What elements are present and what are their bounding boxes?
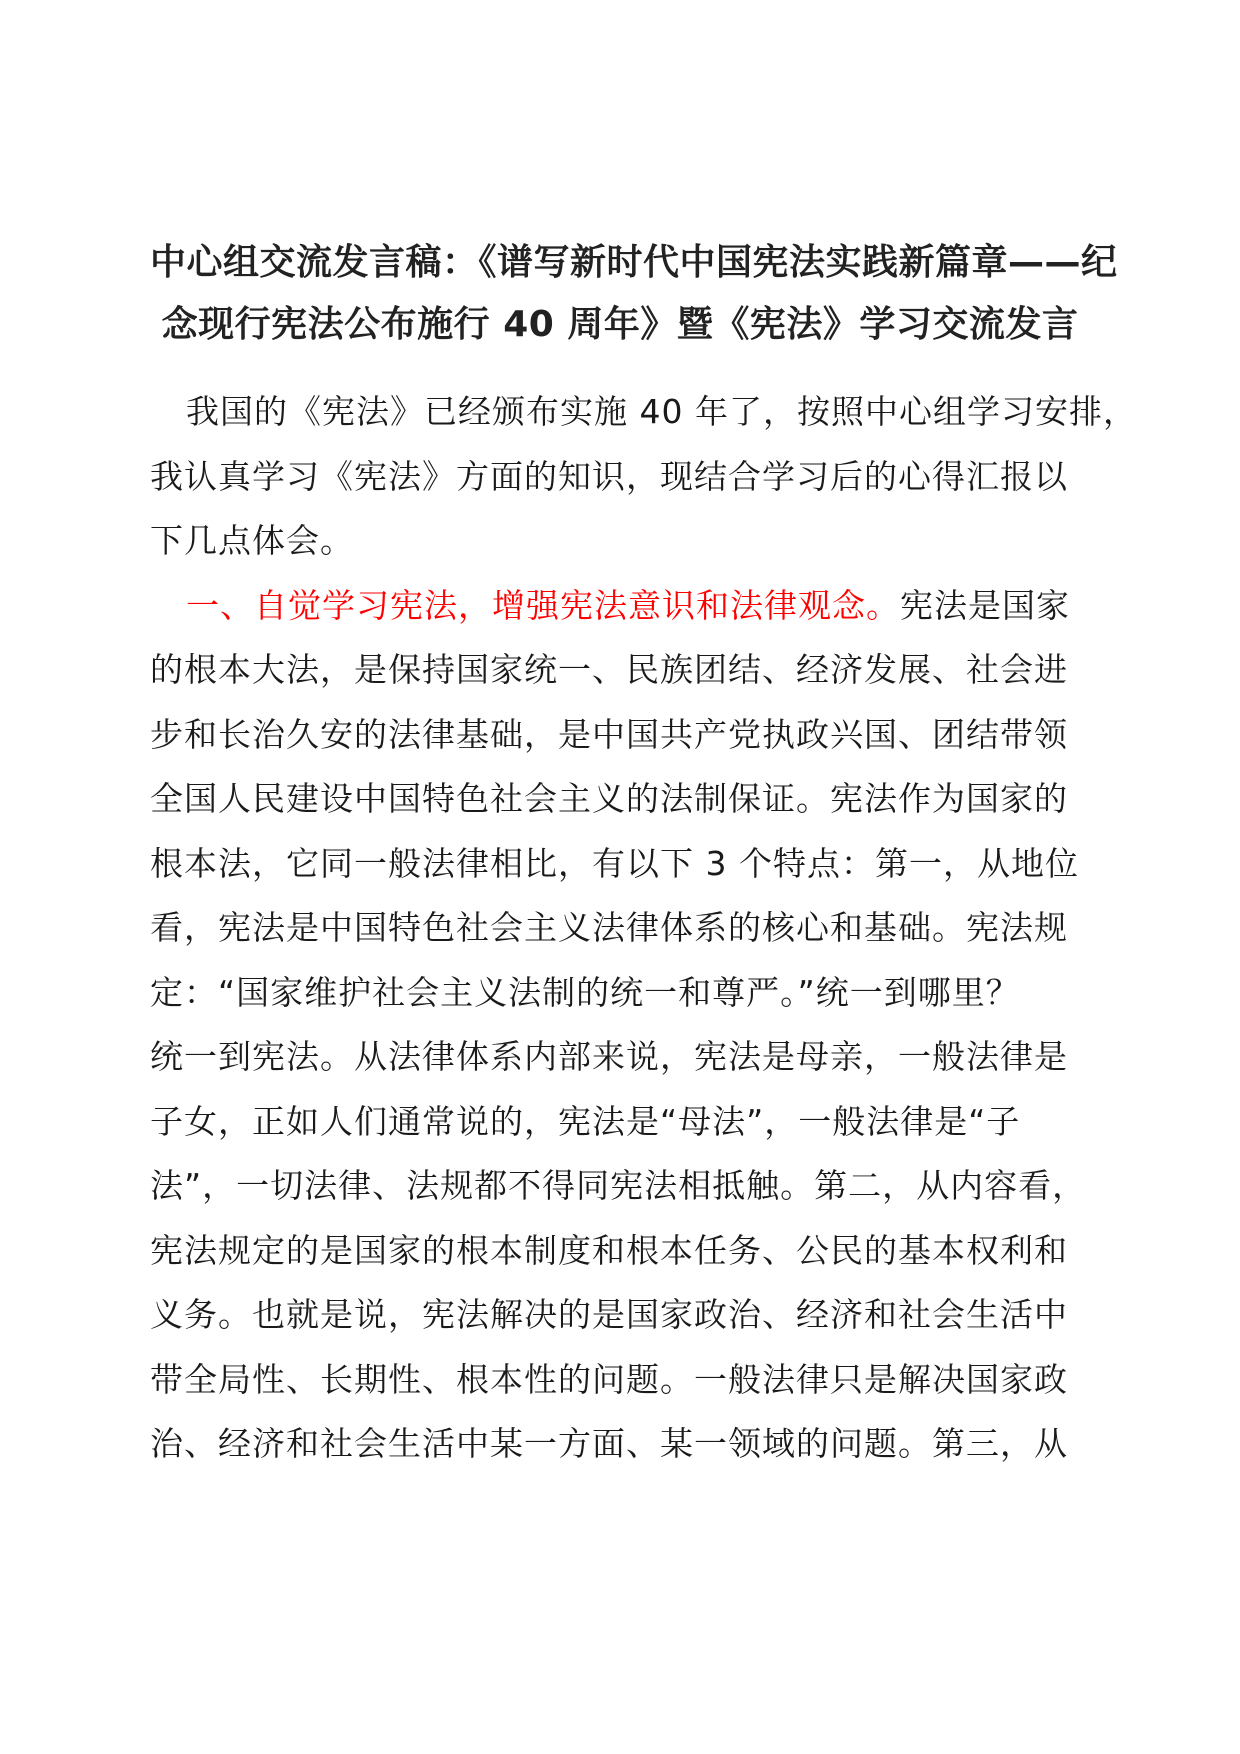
section-1-heading: 一、自觉学习宪法，增强宪法意识和法律观念。 xyxy=(186,585,900,625)
section-1-paragraph xyxy=(150,574,1090,1477)
section-1-line: 全国人民建设中国特色社会主义的法制保证。宪法作为国家的 xyxy=(150,779,1068,818)
section-1-line: 法”，一切法律、法规都不得同宪法相抵触。第二，从内容看， xyxy=(150,1166,1087,1205)
section-1-line: 义务。也就是说，宪法解决的是国家政治、经济和社会生活中 xyxy=(150,1295,1068,1334)
section-1-first-line xyxy=(150,574,1090,639)
section-1-line: 步和长治久安的法律基础，是中国共产党执政兴国、团结带领 xyxy=(150,714,1068,754)
intro-line-1: 我国的《宪法》已经颁布实施 40 年了，按照中心组学习安排， xyxy=(186,392,1137,431)
section-1-line: 定：“国家维护社会主义法制的统一和尊严。”统一到哪里？ xyxy=(150,972,1020,1012)
section-1-line: 统一到宪法。从法律体系内部来说，宪法是母亲，一般法律是 xyxy=(150,1037,1068,1076)
intro-line-3: 下几点体会。 xyxy=(150,521,354,560)
document-body xyxy=(150,380,1137,1477)
section-1-line: 子女，正如人们通常说的，宪法是“母法”，一般法律是“子 xyxy=(150,1101,1021,1141)
title-line-1: 中心组交流发言稿：《谱写新时代中国宪法实践新篇章——纪 xyxy=(150,242,1118,283)
section-1-line: 根本法，它同一般法律相比，有以下 3 个特点：第一，从地位 xyxy=(150,843,1079,883)
section-1-line: 治、经济和社会生活中某一方面、某一领域的问题。第三，从 xyxy=(150,1424,1068,1463)
intro-paragraph xyxy=(150,380,1137,574)
title-line-2: 念现行宪法公布施行 40 周年》暨《宪法》学习交流发言 xyxy=(161,304,1079,345)
section-1-line: 看，宪法是中国特色社会主义法律体系的核心和基础。宪法规 xyxy=(150,908,1068,947)
section-1-line: 宪法规定的是国家的根本制度和根本任务、公民的基本权利和 xyxy=(150,1230,1068,1270)
section-1-first-line-rest: 宪法是国家 xyxy=(900,585,1070,625)
section-1-line: 带全局性、长期性、根本性的问题。一般法律只是解决国家政 xyxy=(150,1359,1068,1399)
document-title xyxy=(150,232,1118,356)
intro-line-2: 我认真学习《宪法》方面的知识，现结合学习后的心得汇报以 xyxy=(150,456,1068,496)
section-1-line: 的根本大法，是保持国家统一、民族团结、经济发展、社会进 xyxy=(150,650,1068,689)
